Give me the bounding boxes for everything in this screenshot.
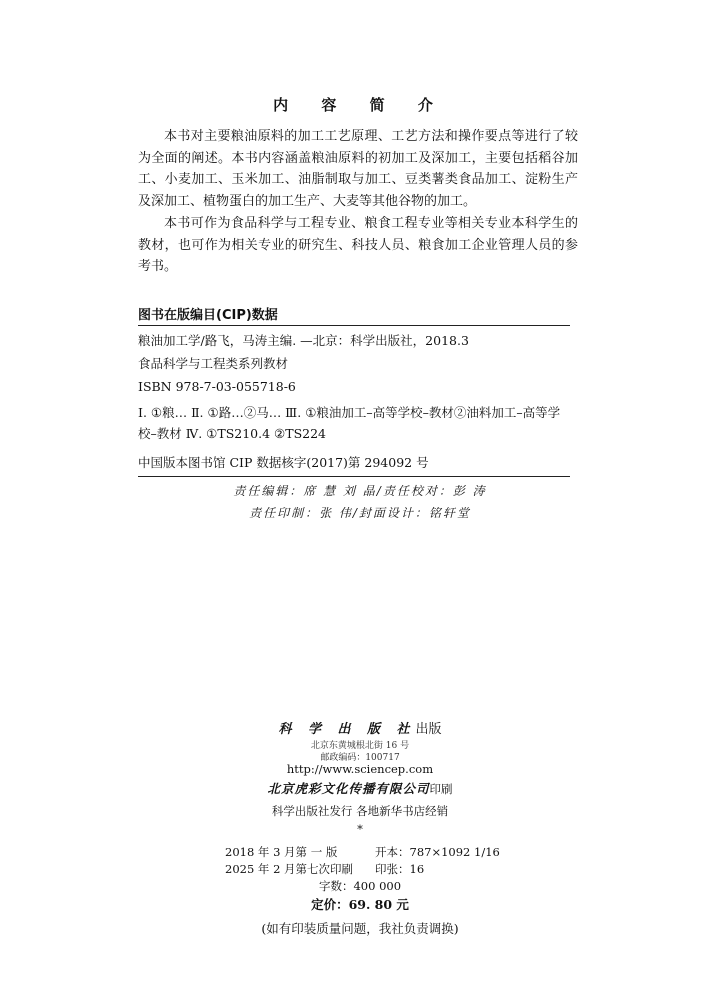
summary-paragraph-1: 本书对主要粮油原料的加工工艺原理、工艺方法和操作要点等进行了较为全面的阐述。本书内容涵盖粮油原料的初加工及深加工，主要包括稻谷加工、小麦加工、玉米加工、油脂制取与加工、豆类薯类食品加工、淀粉生产及深加工、植物蛋白的加工生产、大麦等其他谷物的加工。	[138, 129, 578, 209]
edition-date: 2018 年 3 月第 一 版	[225, 845, 338, 859]
cip-verification: 中国版本图书馆 CIP 数据核字(2017)第 294092 号	[138, 455, 429, 470]
summary-title: 内 容 简 介	[273, 96, 447, 114]
publisher-name: 科 学 出 版 社	[278, 722, 416, 737]
word-count: 字数：400 000	[318, 879, 402, 893]
quality-notice: (如有印装质量问题，我社负责调换)	[261, 921, 459, 936]
cip-isbn-line: ISBN 978-7-03-055718-6	[138, 379, 296, 394]
reprint-date: 2025 年 2 月第七次印刷	[225, 862, 354, 876]
book-format: 开本：787×1092 1/16	[375, 845, 500, 859]
spec-row-reprint	[225, 861, 525, 877]
cip-heading: 图书在版编目(CIP)数据	[138, 308, 278, 323]
separator-star: *	[357, 822, 363, 836]
publisher-postcode: 邮政编码：100717	[320, 753, 400, 763]
cip-classification: Ⅰ. ①粮… Ⅱ. ①路…②马… Ⅲ. ①粮油加工–高等学校–教材②油料加工–高等学校–教材 Ⅳ. ①TS210.4 ②TS224	[138, 405, 561, 441]
distribution-line: 科学出版社发行 各地新华书店经销	[271, 804, 449, 818]
printer-line	[0, 778, 720, 797]
printer-suffix: 印刷	[429, 782, 453, 796]
credits-production: 责任印制：张 伟/封面设计：铭轩堂	[249, 506, 471, 520]
cip-bottom-rule	[138, 476, 570, 477]
summary-paragraph-2: 本书可作为食品科学与工程专业、粮食工程专业等相关专业本科学生的教材，也可作为相关专业的研究生、科技人员、粮食加工企业管理人员的参考书。	[138, 216, 578, 274]
publisher-address: 北京东黄城根北街 16 号	[310, 741, 410, 751]
price: 定价：69. 80 元	[311, 897, 409, 912]
cip-series-line: 食品科学与工程类系列教材	[138, 356, 289, 371]
print-sheets: 印张：16	[375, 862, 425, 876]
publisher-url[interactable]: http://www.sciencep.com	[286, 762, 434, 776]
spec-row-edition	[225, 844, 525, 860]
credits-editors: 责任编辑：席 慧 刘 晶/责任校对：彭 涛	[233, 484, 487, 498]
publisher-line	[0, 718, 720, 737]
publisher-suffix: 出版	[415, 722, 442, 737]
cip-top-rule	[138, 325, 570, 326]
printer-name: 北京虎彩文化传播有限公司	[267, 781, 430, 796]
cip-title-line: 粮油加工学/路飞，马涛主编. —北京：科学出版社，2018.3	[138, 333, 469, 348]
